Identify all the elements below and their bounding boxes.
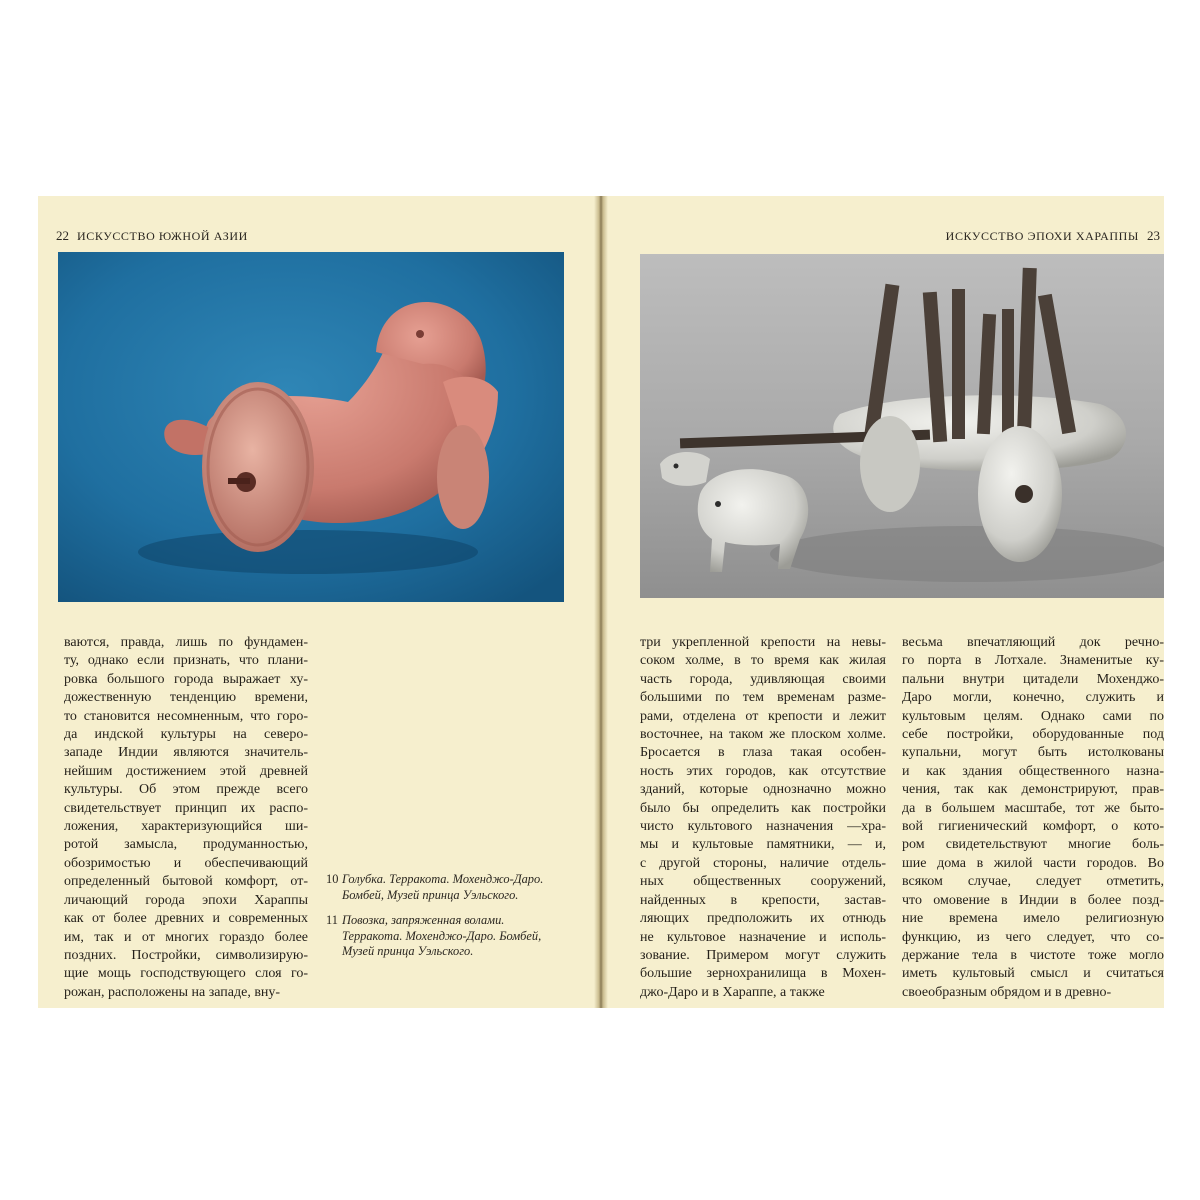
body-line: большими по тем временам разме- (640, 690, 886, 706)
body-line: западе Индии являются значитель- (64, 745, 308, 761)
body-line: то становится несомненным, что горо- (64, 708, 308, 724)
body-line: ных общественных сооружений, (640, 874, 886, 890)
body-line: пальни внутри цитадели Мохенджо- (902, 671, 1164, 687)
body-line: ложения, характеризующийся ши- (64, 819, 308, 835)
left-running-head (56, 228, 248, 244)
caption-number: 11 (326, 913, 338, 928)
body-line: личающий города эпохи Хараппы (64, 892, 308, 908)
body-line: шие дома в жилой части городов. Во (902, 855, 1164, 871)
body-line: восточнее, на таком же плоском холме. (640, 727, 886, 743)
left-body-column (64, 634, 308, 1002)
body-line: было бы определить как постройки (640, 800, 886, 816)
body-line: найденных в крепости, застав- (640, 892, 886, 908)
body-line: зданий, которые однозначно можно (640, 782, 886, 798)
body-line: да в большем масштабе, тот же быто- (902, 800, 1164, 816)
left-page (38, 196, 594, 1008)
body-line: го порта в Лотхале. Знаменитые ку- (902, 653, 1164, 669)
body-line: купальни, могут быть истолкованы (902, 745, 1164, 761)
body-line: своеобразным обрядом и в древно- (902, 984, 1112, 1000)
figure-captions (326, 872, 566, 970)
body-line: часть города, удивляющая своими (640, 671, 886, 687)
body-line: себе постройки, оборудованные под (902, 727, 1164, 743)
body-line: ляющих предположить их отнюдь (640, 911, 886, 927)
caption-text: Голубка. Терракота. Мохенджо-Даро. Бомбей, Музей принца Уэльского. (342, 872, 544, 902)
body-line: чисто культового назначения —хра- (640, 819, 886, 835)
dove-figurine-image (58, 252, 564, 602)
book-gutter (594, 196, 608, 1008)
body-line: им, так и от многих гораздо более (64, 929, 308, 945)
body-line: культовым целям. Однако сами по (902, 708, 1164, 724)
body-line: зование. Примером могут служить (640, 947, 886, 963)
body-line: как от более древних и современных (64, 911, 308, 927)
right-body-column-1 (640, 634, 886, 1002)
body-line: что омовение в Индии в более позд- (902, 892, 1164, 908)
body-line: культуры. Об этом прежде всего (64, 782, 308, 798)
body-line: чения, так как демонстрируют, прав- (902, 782, 1164, 798)
body-line: ность этих городов, как отсутствие (640, 763, 886, 779)
ox-cart-image (640, 254, 1164, 598)
body-line: и как здания общественного назна- (902, 763, 1164, 779)
body-line: рами, отделена от крепости и лежит (640, 708, 886, 724)
body-line: ту, однако если признать, что плани- (64, 653, 308, 669)
body-line: три укрепленной крепости на невы- (640, 635, 886, 650)
body-line: весьма впечатляющий док речно- (902, 635, 1164, 650)
body-line: всяком случае, следует отметить, (902, 874, 1164, 890)
body-line: держание тела в чистоте тоже могло (902, 947, 1164, 963)
dove-figurine-photo (58, 252, 564, 602)
body-line: ротой замысла, продуманностью, (64, 837, 308, 853)
caption-11 (326, 913, 566, 960)
right-page (608, 196, 1164, 1008)
body-line: функцию, из чего следует, что со- (902, 929, 1164, 945)
body-line: ваются, правда, лишь по фундамен- (64, 635, 308, 650)
left-running-title: ИСКУССТВО ЮЖНОЙ АЗИИ (77, 229, 248, 243)
body-line: ние времена имело религиозную (902, 911, 1164, 927)
right-body-column-2 (902, 634, 1164, 1002)
body-line: ром свидетельствуют многие боль- (902, 837, 1164, 853)
right-running-head (946, 228, 1160, 244)
body-line: свидетельствует принцип их распо- (64, 800, 308, 816)
right-running-title: ИСКУССТВО ЭПОХИ ХАРАППЫ (945, 229, 1139, 243)
caption-number: 10 (326, 872, 339, 886)
ox-cart-photo (640, 254, 1164, 598)
body-line: соком холме, в то время как жилая (640, 653, 886, 669)
body-line: да индской культуры на северо- (64, 727, 308, 743)
body-line: Даро могли, конечно, служить и (902, 690, 1164, 706)
body-line: рожан, расположены на западе, вну- (64, 984, 281, 1000)
body-line: Бросается в глаза такая особен- (640, 745, 886, 761)
left-page-number: 22 (56, 228, 69, 243)
caption-text: Повозка, запряженная волами. Терракота. Мохенджо-Даро. Бомбей, Музей принца Уэльского. (342, 913, 542, 959)
body-line: щие мощь господствующего слоя го- (64, 966, 308, 982)
body-line: поздних. Постройки, символизирую- (64, 947, 308, 963)
body-line: нейшим достижением этой древней (64, 763, 308, 779)
body-line: вой гигиенический комфорт, о кото- (902, 819, 1164, 835)
body-line: дожественную тенденцию времени, (64, 690, 308, 706)
body-line: не культовое назначение и исполь- (640, 929, 886, 945)
body-line: определенный бытовой комфорт, от- (64, 874, 308, 890)
body-line: ровка большого города выражает ху- (64, 671, 308, 687)
body-line: мы и культовые памятники, — и, (640, 837, 886, 853)
caption-10 (326, 872, 566, 903)
body-line: с другой стороны, наличие отдель- (640, 855, 886, 871)
body-line: обозримостью и обеспечивающий (64, 855, 308, 871)
body-line: иметь культовый смысл и считаться (902, 966, 1164, 982)
right-page-number: 23 (1147, 228, 1160, 243)
body-line: большие зернохранилища в Мохен- (640, 966, 886, 982)
body-line: джо-Даро и в Хараппе, а также (640, 984, 825, 1000)
book-spread (38, 196, 1164, 1008)
